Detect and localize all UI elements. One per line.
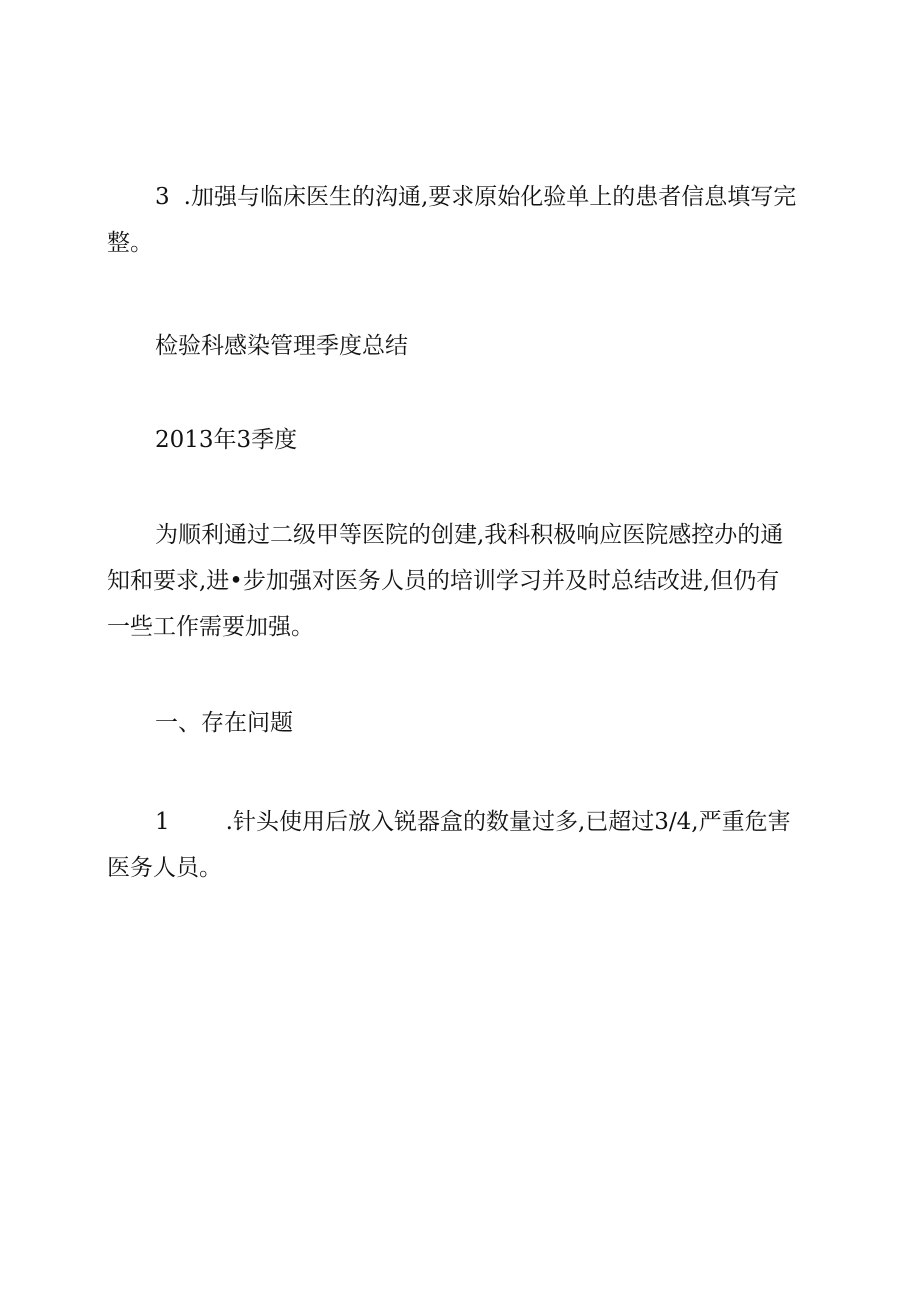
section-heading-text: 一、存在问题 [155,710,293,736]
intro-line-2: 知和要求,进•步加强对医务人员的培训学习并及时总结改进,但仍有 [107,568,780,594]
intro-line-1: 为顺利通过二级甲等医院的创建,我科积极响应医院感控办的通 [155,522,784,548]
intro-line-3: 一些工作需要加强。 [107,614,314,640]
report-period [107,417,807,463]
item-1-paragraph [107,799,807,891]
period-text: 2013年3季度 [155,427,298,453]
item-1-number: 1 [155,809,170,835]
item-1-line-1 [107,799,807,845]
item-3-line-2: 整。 [107,230,153,256]
item-3-number: 3 [155,184,170,210]
item-1-text-1: .针头使用后放入锐器盒的数量过多,已超过3/4,严重危害 [225,809,791,835]
item-3-text-1: .加强与临床医生的沟通,要求原始化验单上的患者信息填写完 [183,184,797,210]
item-3-paragraph [107,174,807,266]
item-1-line-2: 医务人员。 [107,855,222,881]
document-title [107,323,807,369]
title-text: 检验科感染管理季度总结 [155,333,408,359]
section-heading [107,700,807,746]
item-3-line-1 [107,174,807,220]
intro-paragraph [107,512,807,650]
